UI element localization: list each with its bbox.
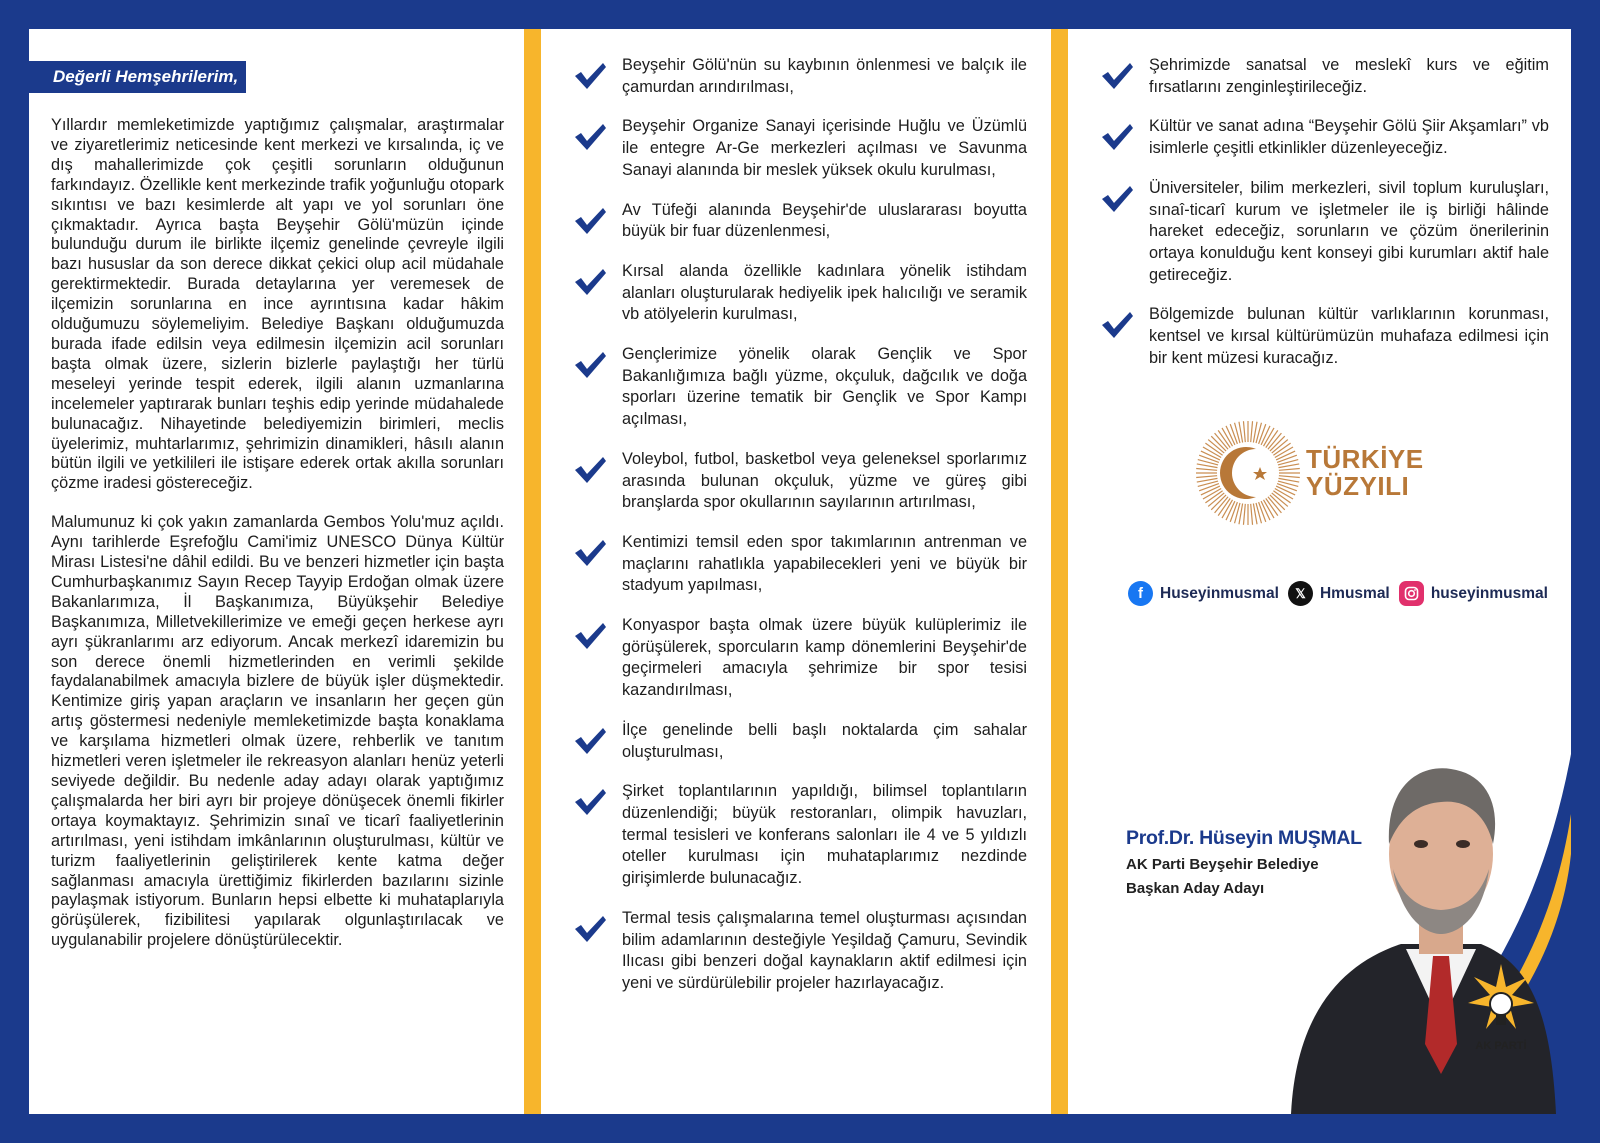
- check-icon: [573, 455, 607, 485]
- check-icon: [1100, 122, 1134, 152]
- list-item-text: Termal tesis çalışmalarına temel oluşturması açısından bilim adamlarının desteğiyle Yeşildağ Çamuru, Sevindik Ilıcası gibi benzeri doğal kaynakların aktif edilmesi için yeni ve sürdürülebilir projeler hazırlayacağız.: [622, 908, 1027, 992]
- list-item-text: Kentimizi temsil eden spor takımlarının antrenman ve maçlarını rahatlıkla yapabilecekleri yeni ve büyük bir stadyum yapılması,: [622, 532, 1027, 595]
- turkiye-yuzyili-logo: [1194, 419, 1424, 527]
- list-item: [1100, 116, 1549, 159]
- list-item-text: Kültür ve sanat adına “Beyşehir Gölü Şiir Akşamları” vb isimlerle çeşitli etkinlikler düzenleyeceğiz.: [1149, 117, 1549, 158]
- list-item-text: Bölgemizde bulunan kültür varlıklarının korunması, kentsel ve kırsal kültürümüzün muhafaza edilmesi için bir kent müzesi kuracağız.: [1149, 305, 1549, 367]
- list-item-text: Beyşehir Gölü'nün su kaybının önlenmesi ve balçık ile çamurdan arındırılması,: [622, 56, 1027, 96]
- right-items-list: [1100, 55, 1549, 369]
- sunburst-crescent-icon: [1194, 419, 1302, 527]
- logo-text: [1306, 446, 1424, 500]
- check-icon: [573, 914, 607, 944]
- list-item: [573, 908, 1027, 995]
- check-icon: [573, 621, 607, 651]
- intro-column: [29, 29, 524, 1114]
- check-icon: [573, 61, 607, 91]
- list-item: [1100, 304, 1549, 369]
- facebook-handle: Huseyinmusmal: [1160, 584, 1279, 602]
- candidate-role-line-2: Başkan Aday Adayı: [1126, 880, 1265, 897]
- x-link[interactable]: [1288, 581, 1390, 606]
- list-item-text: Kırsal alanda özellikle kadınlara yönelik istihdam alanları oluşturularak hediyelik ipek halıcılığı ve seramik vb atölyelerin kurulması,: [622, 261, 1027, 324]
- list-item: [573, 720, 1027, 763]
- x-icon: 𝕏: [1288, 581, 1313, 606]
- list-item: [573, 449, 1027, 514]
- list-item: [573, 344, 1027, 431]
- list-item: [1100, 55, 1549, 98]
- check-icon: [573, 267, 607, 297]
- check-icon: [573, 787, 607, 817]
- logo-line-2: YÜZYILI: [1306, 471, 1410, 501]
- list-item-text: Konyaspor başta olmak üzere büyük kulüplerimiz ile görüşülerek, sporcuların kamp dönemlerini Beyşehir'de geçirmeleri amacıyla şehrimize bir spor tesisi kazandırılması,: [622, 616, 1027, 700]
- ak-parti-logo: [1466, 959, 1536, 1059]
- check-icon: [1100, 61, 1134, 91]
- logo-line-1: TÜRKİYE: [1306, 444, 1424, 474]
- list-item-text: Av Tüfeği alanında Beyşehir'de uluslararası boyutta büyük bir fuar düzenlenmesi,: [622, 200, 1027, 241]
- check-icon: [573, 122, 607, 152]
- check-icon: [1100, 184, 1134, 214]
- greeting-heading: Değerli Hemşehrilerim,: [29, 61, 246, 93]
- list-item-text: Üniversiteler, bilim merkezleri, sivil toplum kuruluşları, sınaî-ticarî kurum ve işletmeler ile iş birliği hâlinde hareket edeceğiz, sorunların ve çözüm önerilerinin ortaya konulduğu kent konseyi gibi kurumları aktif hale getireceğiz.: [1149, 178, 1549, 284]
- list-item: [573, 261, 1027, 326]
- list-item: [1100, 178, 1549, 287]
- candidate-role-line-1: AK Parti Beyşehir Belediye: [1126, 856, 1319, 873]
- instagram-link[interactable]: [1399, 581, 1548, 606]
- list-item-text: İlçe genelinde belli başlı noktalarda çim sahalar oluşturulması,: [622, 720, 1027, 761]
- list-item: [573, 781, 1027, 890]
- check-icon: [573, 538, 607, 568]
- candidate-name: Prof.Dr. Hüseyin MUŞMAL: [1126, 827, 1362, 849]
- right-column: [1068, 29, 1571, 1114]
- list-item: [573, 116, 1027, 181]
- facebook-link[interactable]: [1128, 581, 1279, 606]
- list-item: [573, 615, 1027, 702]
- brochure-page: [29, 29, 1571, 1114]
- check-icon: [1100, 310, 1134, 340]
- list-item: [573, 55, 1027, 98]
- instagram-icon: [1399, 581, 1424, 606]
- list-item-text: Voleybol, futbol, basketbol veya geleneksel sporlarımız arasında bulunan okçuluk, yüzme ve güreş gibi branşlarda spor okullarının sayılarının artırılması,: [622, 449, 1027, 512]
- list-item-text: Şehrimizde sanatsal ve meslekî kurs ve eğitim fırsatlarını zenginleştirileceğiz.: [1149, 56, 1549, 96]
- x-handle: Hmusmal: [1319, 584, 1390, 602]
- list-item-text: Beyşehir Organize Sanayi içerisinde Huğlu ve Üzümlü ile entegre Ar-Ge merkezleri açılması ve Savunma Sanayi alanında bir meslek yüksek okulu kurulması,: [622, 117, 1027, 179]
- list-item: [573, 200, 1027, 243]
- facebook-icon: f: [1128, 581, 1153, 606]
- middle-column: [541, 29, 1051, 1114]
- party-label: AK PARTİ: [1475, 1040, 1527, 1052]
- check-icon: [573, 726, 607, 756]
- column-divider-left: [524, 29, 541, 1114]
- column-divider-right: [1051, 29, 1068, 1114]
- intro-paragraph-1: Yıllardır memleketimizde yaptığımız çalışmalar, araştırmalar ve ziyaretlerimiz neticesinde kent merkezi ve kırsalında, iç ve dış mahallerimizde çok çeşitli sorunların olduğunun farkındayız. Özellikle kent merkezinde trafik yoğunluğu otopark sıkıntısı ve bazı kesimlerde alt yapı ve yol sorunları öne çıkmaktadır. Ayrıca başta Beyşehir Gölü'müzün içinde bulunduğu durum ile birlikte ilçemiz genelinde çevreyle ilgili bazı hususlar da son derece dikkat çekici olup acil müdahale gerektirmektedir. Burada detaylarına yer veremesek de ilçemizin sorunlarına en ince ayrıntısına kadar hâkim olduğumuzu söylemeliyim. Belediye Başkanı olduğumuzda burada ifade edilsin veya edilmesin ilçemizin acil sorunları başta olmak üzere, sizlerin bizlerle paylaştığı her türlü meseleyi yerinde tespit ederek, ilgili alanın uzmanlarına incelemeler yaptırarak bunları teşhis edip yerinde müdahalede bulunacağız. Nihayetinde belediyemizin birimleri, meclis üyelerimiz, muhtarlarımız, şehrimizin dinamikleri, hâsılı alanın bütün ilgili ve yetkilileri ile istişare ederek ortak akılla sorunları çözme iradesi göstereceğiz.: [51, 116, 504, 493]
- check-icon: [573, 206, 607, 236]
- list-item-text: Gençlerimize yönelik olarak Gençlik ve Spor Bakanlığımıza bağlı yüzme, okçuluk, dağcılık ve doğa sporları üzerine tematik bir Gençlik ve Spor Kampı açılması,: [622, 345, 1027, 429]
- list-item-text: Şirket toplantılarının yapıldığı, bilimsel toplantıların düzenlendiği; büyük restoranları, olimpik havuzları, termal tesisleri ve konferans salonları ile 4 ve 5 yıldızlı oteller kurulması için muhataplarımız nezdinde girişimlerde bulunacağız.: [622, 782, 1027, 888]
- intro-paragraph-2: Malumunuz ki çok yakın zamanlarda Gembos Yolu'muz açıldı. Aynı tarihlerde Eşrefoğlu Cami'imiz UNESCO Dünya Kültür Mirası Listesi'ne dâhil edildi. Bu ve benzeri hizmetler için başta Cumhurbaşkanımız Sayın Recep Tayyip Erdoğan olmak üzere Bakanlarımıza, İl Başkanımıza, Büyükşehir Belediye Başkanımıza, Milletvekillerimize ve emeği geçen herkese ayrı ayrı şükranlarımı arz ediyorum. Ancak merkezî idaremizin bu son derece önemli hizmetlerinden en verimli şekilde faydalanabilmek amacıyla bizlere de büyük işler düşmektedir. Kentimize giriş yapan araçların ve insanların her geçen gün artış göstermesi nedeniyle memleketimizde başta konaklama ve karşılama hizmetleri olmak üzere, rehberlik ve tanıtım hizmetleri veren işletmeler ile rekreasyon alanları henüz yeterli seviyede değildir. Bu nedenle aday adayı olarak yaptığımız çalışmalarda her biri ayrı bir projeye dönüşecek önemli fikirler ortaya koymaktayız. Şehrimizin sınaî ve ticarî faaliyetlerinin artırılması, yeni istihdam imkânlarının oluşturulması, kültür ve turizm faaliyetlerinin geliştirilerek kente katma değer sağlanması amacıyla ürettiğimiz fikirlerden bazılarını sizinle paylaşmak istiyorum. Bunların hepsi elbette ki muhataplarıyla görüşülerek, fizibilitesi yapılarak olgunlaştırılacak ve uygulanabilir projelere dönüştürülecektir.: [51, 513, 504, 950]
- list-item: [573, 532, 1027, 597]
- check-icon: [573, 350, 607, 380]
- instagram-handle: huseyinmusmal: [1430, 584, 1548, 602]
- social-links: [1128, 581, 1548, 606]
